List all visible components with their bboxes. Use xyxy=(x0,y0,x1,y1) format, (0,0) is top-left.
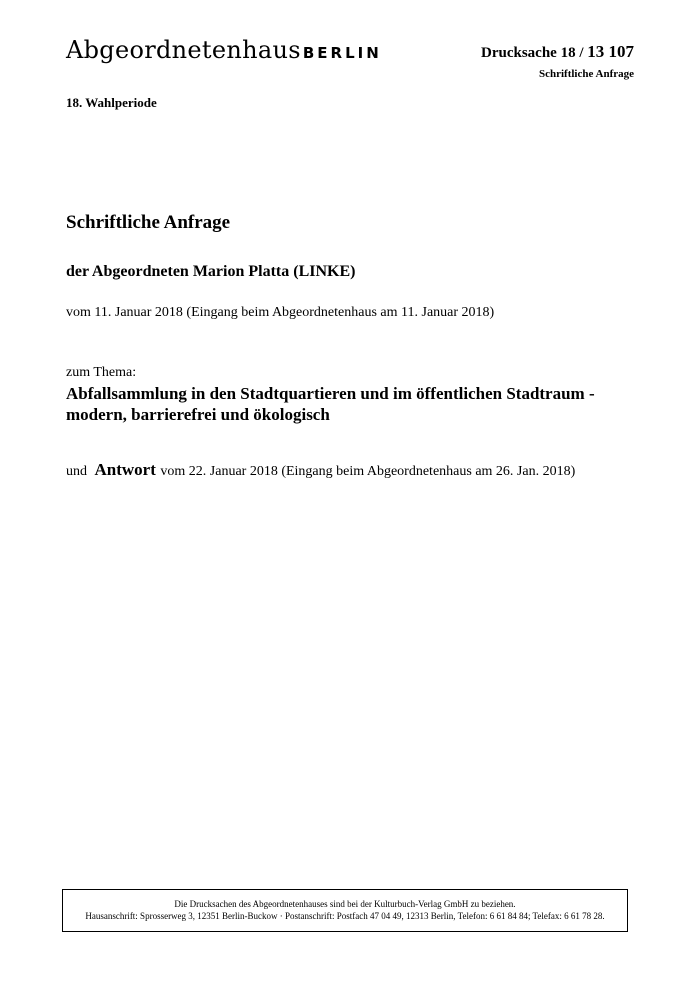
answer-line xyxy=(66,460,575,480)
logo-city: BERLIN xyxy=(302,44,382,62)
legislative-period: 18. Wahlperiode xyxy=(66,95,157,110)
document-title: Schriftliche Anfrage xyxy=(66,212,231,233)
parliament-logo xyxy=(66,38,382,62)
author-line: der Abgeordneten Marion Platta (LINKE) xyxy=(66,263,356,280)
submission-date-line: vom 11. Januar 2018 (Eingang beim Abgeordnetenhaus am 11. Januar 2018) xyxy=(66,305,495,320)
footer-line-1: Die Drucksachen des Abgeordnetenhauses sind bei der Kulturbuch-Verlag GmbH zu beziehen. xyxy=(174,899,516,909)
footer-box xyxy=(62,889,628,932)
document-separator: / xyxy=(575,45,588,61)
answer-word: Antwort xyxy=(94,460,156,479)
topic-text: Abfallsammlung in den Stadtquartieren und im öffentlichen Stadtraum - modern, barrierefrei und ökologisch xyxy=(66,384,595,424)
document-number-value: 13 107 xyxy=(587,42,634,61)
topic-label: zum Thema: xyxy=(66,365,137,380)
answer-date: vom 22. Januar 2018 (Eingang beim Abgeordnetenhaus am 26. Jan. 2018) xyxy=(160,464,576,479)
document-type: Schriftliche Anfrage xyxy=(538,68,634,80)
logo-name: Abgeordnetenhaus xyxy=(66,36,301,64)
footer-line-2: Hausanschrift: Sprosserweg 3, 12351 Berlin-Buckow · Postanschrift: Postfach 47 04 49, 12313 Berlin, Telefon: 6 61 84 84; Telefax: 6 61 78 28. xyxy=(85,911,605,921)
answer-prefix: und xyxy=(66,464,87,479)
document-prefix: Drucksache 18 xyxy=(481,45,576,61)
document-number xyxy=(481,42,634,62)
